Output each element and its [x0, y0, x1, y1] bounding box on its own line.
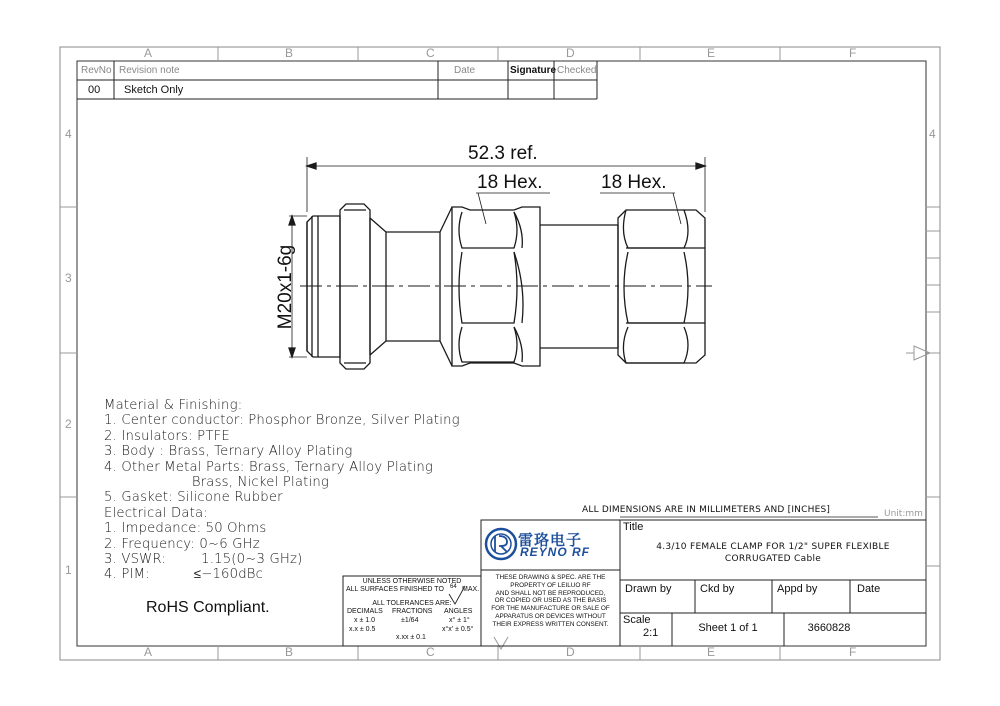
zone-label-left-2: 2 [65, 417, 72, 431]
rev-header-note: Revision note [119, 65, 180, 76]
unit-label: Unit:mm [884, 509, 923, 519]
date-label: Date [857, 583, 881, 595]
rev-header-date: Date [454, 65, 476, 76]
logo-en: REYNO RF [520, 545, 591, 559]
rev-header-revno: RevNo [81, 65, 112, 76]
zone-label-top-e: E [707, 46, 716, 60]
drawn-by-label: Drawn by [625, 583, 672, 595]
rev-row-revno: 00 [88, 84, 101, 96]
tol-ang2: x°x' ± 0.5° [442, 626, 474, 633]
zone-label-top-f: F [849, 46, 857, 60]
tol-decimals-head: DECIMALS [347, 608, 383, 615]
electrical-line-1: 1. Impedance: 50 Ohms [104, 521, 267, 537]
ckd-by-label: Ckd by [700, 583, 735, 595]
dimensions-note: ALL DIMENSIONS ARE IN MILLIMETERS AND [INCHES] [582, 505, 831, 515]
title-label: Title [623, 521, 644, 533]
title-line-1: 4.3/10 FEMALE CLAMP FOR 1/2" SUPER FLEXIBLE [656, 542, 890, 552]
notice-line-7: THEIR EXPRESS WRITTEN CONSENT. [492, 620, 609, 628]
zone-label-bottom-b: B [285, 645, 294, 659]
zone-label-top-d: D [566, 46, 575, 60]
notice-line-4: OR COPIED OR USED AS THE BASIS [494, 597, 607, 605]
dim-overall-length: 52.3 ref. [468, 143, 538, 164]
drawing-number: 3660828 [807, 622, 851, 634]
zone-label-left-3: 3 [65, 271, 72, 285]
notice-line-6: APPARATUS OR DEVICES WITHOUT [495, 612, 606, 620]
property-notice [481, 574, 620, 629]
materials-line-5: Brass, Nickel Plating [104, 475, 330, 491]
zone-label-bottom-f: F [849, 645, 857, 659]
materials-line-3: 3. Body : Brass, Ternary Alloy Plating [104, 444, 353, 460]
materials-line-2: 2. Insulators: PTFE [104, 428, 230, 444]
tol-max: MAX. [462, 586, 480, 593]
tol-roughness: 64 [450, 584, 457, 590]
appd-by-label: Appd by [777, 583, 818, 595]
scale-value: 2:1 [643, 627, 659, 639]
rev-header-checked: Checked [557, 65, 597, 76]
zone-label-top-c: C [426, 46, 435, 60]
logo-cn: 雷珞电子 [518, 532, 583, 549]
zone-label-bottom-c: C [426, 645, 435, 659]
sheet-info: Sheet 1 of 1 [698, 622, 758, 634]
tol-frac: ±1/64 [401, 617, 419, 624]
zone-label-bottom-e: E [707, 645, 716, 659]
electrical-line-2: 2. Frequency: 0~6 GHz [104, 536, 260, 552]
zone-label-bottom-d: D [566, 645, 575, 659]
notice-line-3: AND SHALL NOT BE REPRODUCED, [495, 589, 606, 597]
tol-fractions-head: FRACTIONS [392, 608, 433, 615]
materials-heading: Material & Finishing: [104, 398, 243, 413]
tol-xx: x.x ± 0.5 [349, 626, 376, 633]
scale-label: Scale [623, 614, 651, 626]
notice-line-1: THESE DRAWING & SPEC. ARE THE [495, 574, 606, 581]
rohs-note: RoHS Compliant. [146, 599, 270, 616]
tol-ang1: x° ± 1° [449, 617, 470, 624]
zone-label-top-b: B [285, 46, 294, 60]
dim-thread: M20x1-6g [275, 244, 296, 330]
materials-line-6: 5. Gasket: Silicone Rubber [104, 490, 283, 506]
materials-line-4: 4. Other Metal Parts: Brass, Ternary Alloy Plating [104, 459, 434, 475]
electrical-line-4: 4. PIM: ≤−160dBc [104, 567, 264, 583]
tol-line2: ALL SURFACES FINISHED TO [346, 586, 444, 593]
electrical-heading: Electrical Data: [104, 505, 208, 521]
tol-angles-head: ANGLES [444, 608, 473, 615]
zone-label-right-4: 4 [929, 127, 936, 141]
rev-header-signature: Signature [510, 65, 557, 76]
notice-line-2: PROPERTY OF LEILUO RF [510, 581, 591, 589]
materials-line-1: 1. Center conductor: Phosphor Bronze, Silver Plating [104, 413, 460, 429]
tol-xxx: x.xx ± 0.1 [396, 634, 426, 641]
tol-x: x ± 1.0 [354, 617, 375, 624]
title-line-2: CORRUGATED Cable [724, 554, 822, 564]
tol-line3: ALL TOLERANCES ARE: [372, 600, 452, 607]
tol-line1: UNLESS OTHERWISE NOTED [362, 578, 462, 585]
logo-mark [486, 529, 516, 559]
zone-label-top-a: A [144, 46, 153, 60]
dim-hex-left: 18 Hex. [477, 172, 543, 193]
zone-label-left-1: 1 [65, 563, 72, 577]
zone-label-bottom-a: A [144, 645, 153, 659]
zone-label-left-4: 4 [65, 127, 72, 141]
electrical-line-3: 3. VSWR: 1.15(0~3 GHz) [104, 552, 303, 568]
notice-line-5: FOR THE MANUFACTURE OR SALE OF [491, 605, 610, 613]
rev-row-note: Sketch Only [124, 84, 184, 96]
dim-hex-right: 18 Hex. [601, 172, 667, 193]
